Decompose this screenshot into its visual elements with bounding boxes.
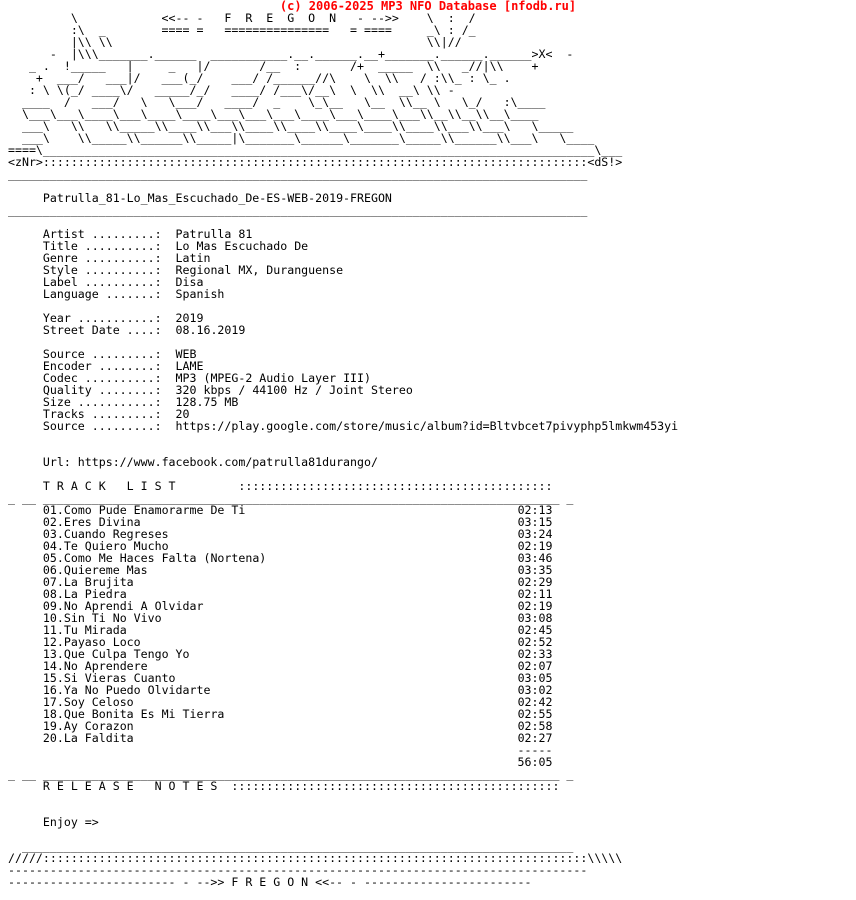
info-value: LAME bbox=[175, 359, 204, 373]
track-duration: 02:58 bbox=[517, 719, 553, 733]
track-title: Payaso Loco bbox=[63, 635, 141, 649]
track-duration: 03:15 bbox=[517, 515, 553, 529]
info-label: Codec ..........: bbox=[42, 371, 162, 385]
track-duration: 03:35 bbox=[517, 563, 553, 577]
track-number: 18. bbox=[42, 707, 64, 721]
track-number: 20. bbox=[42, 731, 64, 745]
release-info-block bbox=[8, 227, 678, 433]
info-label: Tracks .........: bbox=[42, 407, 162, 421]
track-title: Sin Ti No Vivo bbox=[63, 611, 162, 625]
track-duration: 03:24 bbox=[517, 527, 553, 541]
info-value: Regional MX, Duranguense bbox=[175, 263, 344, 277]
track-title: Si Vieras Cuanto bbox=[63, 671, 176, 685]
info-label: Artist .........: bbox=[42, 227, 162, 241]
info-value: 2019 bbox=[175, 311, 204, 325]
track-title: Que Culpa Tengo Yo bbox=[63, 647, 190, 661]
track-title: Eres Divina bbox=[63, 515, 141, 529]
info-label: Size ...........: bbox=[42, 395, 162, 409]
track-title: No Aprendere bbox=[63, 659, 148, 673]
info-value: WEB bbox=[175, 347, 197, 361]
track-title: Como Me Haces Falta (Nortena) bbox=[63, 551, 267, 565]
tracklist-header: T R A C K L I S T bbox=[42, 479, 176, 493]
info-label: Style ..........: bbox=[42, 263, 162, 277]
footer-colon-band: /////::::::::::::::::::::::::::::::::::::::::::::::::::::::::::::::::::::::::::::::\\\\\ bbox=[8, 851, 623, 865]
top-separator: ___________________________________________________________________________________ bbox=[8, 167, 588, 181]
info-value: Latin bbox=[175, 251, 211, 265]
track-list bbox=[8, 503, 552, 745]
track-number: 15. bbox=[42, 671, 64, 685]
track-number: 16. bbox=[42, 683, 64, 697]
track-number: 05. bbox=[42, 551, 64, 565]
info-value: 20 bbox=[175, 407, 190, 421]
info-label: Year ...........: bbox=[42, 311, 162, 325]
track-number: 03. bbox=[42, 527, 64, 541]
track-number: 04. bbox=[42, 539, 64, 553]
track-number: 14. bbox=[42, 659, 64, 673]
track-duration: 02:33 bbox=[517, 647, 553, 661]
track-title: Que Bonita Es Mi Tierra bbox=[63, 707, 225, 721]
track-duration: 02:42 bbox=[517, 695, 553, 709]
tracklist-bottom-rule: _ __ __________________________________________________________________________ _ bbox=[8, 767, 574, 781]
track-duration: 02:19 bbox=[517, 599, 553, 613]
footer-rule: ----------------------------------------------------------------------------------- bbox=[8, 863, 588, 877]
track-title: Ay Corazon bbox=[63, 719, 134, 733]
track-number: 19. bbox=[42, 719, 64, 733]
track-title: Tu Mirada bbox=[63, 623, 127, 637]
info-label: Language .......: bbox=[42, 287, 162, 301]
release-notes-header: R E L E A S E N O T E S bbox=[42, 779, 218, 793]
info-value: Spanish bbox=[175, 287, 225, 301]
track-number: 11. bbox=[42, 623, 64, 637]
info-value: MP3 (MPEG-2 Audio Layer III) bbox=[175, 371, 371, 385]
info-label: Encoder ........: bbox=[42, 359, 162, 373]
info-value: Disa bbox=[175, 275, 204, 289]
track-title: Como Pude Enamorarme De Ti bbox=[63, 503, 246, 517]
track-duration: 03:02 bbox=[517, 683, 553, 697]
track-number: 01. bbox=[42, 503, 64, 517]
info-value: 320 kbps / 44100 Hz / Joint Stereo bbox=[175, 383, 413, 397]
total-time: 56:05 bbox=[8, 755, 553, 769]
track-duration: 03:05 bbox=[517, 671, 553, 685]
info-label: Quality ........: bbox=[42, 383, 162, 397]
track-number: 08. bbox=[42, 587, 64, 601]
info-value[interactable]: https://play.google.com/store/music/album?id=Bltvbcet7pivyphp5lmkwm453yi bbox=[175, 419, 679, 433]
track-title: Soy Celoso bbox=[63, 695, 134, 709]
info-label: Title ..........: bbox=[42, 239, 162, 253]
info-value: Lo Mas Escuchado De bbox=[175, 239, 309, 253]
track-title: La Brujita bbox=[63, 575, 134, 589]
facebook-url[interactable]: Url: https://www.facebook.com/patrulla81durango/ bbox=[42, 455, 378, 469]
track-duration: 02:45 bbox=[517, 623, 553, 637]
info-label: Street Date ....: bbox=[42, 323, 162, 337]
track-number: 13. bbox=[42, 647, 64, 661]
track-number: 10. bbox=[42, 611, 64, 625]
track-title: La Faldita bbox=[63, 731, 134, 745]
track-number: 12. bbox=[42, 635, 64, 649]
nfodb-credit-banner: (c) 2006-2025 MP3 NFO Database [nfodb.ru] bbox=[279, 0, 577, 13]
nfo-document bbox=[8, 12, 678, 888]
release-notes-text: Enjoy => bbox=[42, 815, 99, 829]
track-duration: 03:46 bbox=[517, 551, 553, 565]
track-title: La Piedra bbox=[63, 587, 127, 601]
footer-top-rule: _______________________________________________________________________________ bbox=[21, 839, 574, 853]
track-duration: 02:07 bbox=[517, 659, 553, 673]
info-label: Genre ..........: bbox=[42, 251, 162, 265]
release-notes-dots: ::::::::::::::::::::::::::::::::::::::::::::::: bbox=[231, 779, 560, 793]
release-separator: ___________________________________________________________________________________ bbox=[8, 203, 588, 217]
track-duration: 02:13 bbox=[517, 503, 553, 517]
info-label: Source .........: bbox=[42, 347, 162, 361]
track-title: Te Quiero Mucho bbox=[63, 539, 169, 553]
track-number: 06. bbox=[42, 563, 64, 577]
total-time-rule: ----- bbox=[8, 743, 553, 757]
track-duration: 02:27 bbox=[517, 731, 553, 745]
track-number: 17. bbox=[42, 695, 64, 709]
tracklist-dots: ::::::::::::::::::::::::::::::::::::::::::::: bbox=[238, 479, 553, 493]
track-duration: 02:52 bbox=[517, 635, 553, 649]
track-duration: 02:11 bbox=[517, 587, 553, 601]
info-value: 128.75 MB bbox=[175, 395, 239, 409]
track-duration: 02:19 bbox=[517, 539, 553, 553]
track-duration: 02:55 bbox=[517, 707, 553, 721]
info-value: 08.16.2019 bbox=[175, 323, 246, 337]
footer-signature: ------------------------ - -->> F R E G O N <<-- - ------------------------ bbox=[8, 875, 532, 889]
track-number: 02. bbox=[42, 515, 64, 529]
tracklist-top-rule: _ __ __________________________________________________________________________ _ bbox=[8, 491, 574, 505]
track-title: Cuando Regreses bbox=[63, 527, 169, 541]
info-value: Patrulla 81 bbox=[175, 227, 253, 241]
track-number: 07. bbox=[42, 575, 64, 589]
fregon-ascii-logo: \ <<-- - F R E G O N - -->> \ : / :\ _ ==== = =============== = ==== _\ : /_ |\\ \\ \\|// - |\\\_______.______ ___________.__.______.__+_______.______.______>X< - _ . !_____ | _ |/ /__ : /+ _____ \\ _//|\\ + + ___/ ___|/ ___(_/ ___/ /______//\ \ \\ / :\\_ : \_ . : \ \(_/ ____\/ _____/_/ ____/ /___\/__\ \ \\ __\ \\ - ____ / ___/ \ \___/ ____/ _ \_\__ \__ \\__ \ \_/ :\____ \___\___\____\___\____\____\___\___\___\____\___\____\___\\__\\__\\__\____ ___\ \\ \\_____\\____\\___\\____\\____\\____\____\\____\\___\\___\ \_____ ___\ \\_____\\______\\_____|\_______\______\_______\_____\\______\\___\ \____ ====\_______________________________________________________________________________\___ <zNr>::::::::::::::::::::::::::::::::::::::::::::::::::::::::::::::::::::::::::::::<dS!> bbox=[8, 11, 623, 169]
track-title: Quiereme Mas bbox=[63, 563, 148, 577]
track-title: No Aprendi A Olvidar bbox=[63, 599, 204, 613]
release-name: Patrulla_81-Lo_Mas_Escuchado_De-ES-WEB-2019-FREGON bbox=[42, 191, 392, 205]
track-duration: 02:29 bbox=[517, 575, 553, 589]
info-label: Source .........: bbox=[42, 419, 162, 433]
track-number: 09. bbox=[42, 599, 64, 613]
track-title: Ya No Puedo Olvidarte bbox=[63, 683, 211, 697]
track-duration: 03:08 bbox=[517, 611, 553, 625]
info-label: Label ..........: bbox=[42, 275, 162, 289]
